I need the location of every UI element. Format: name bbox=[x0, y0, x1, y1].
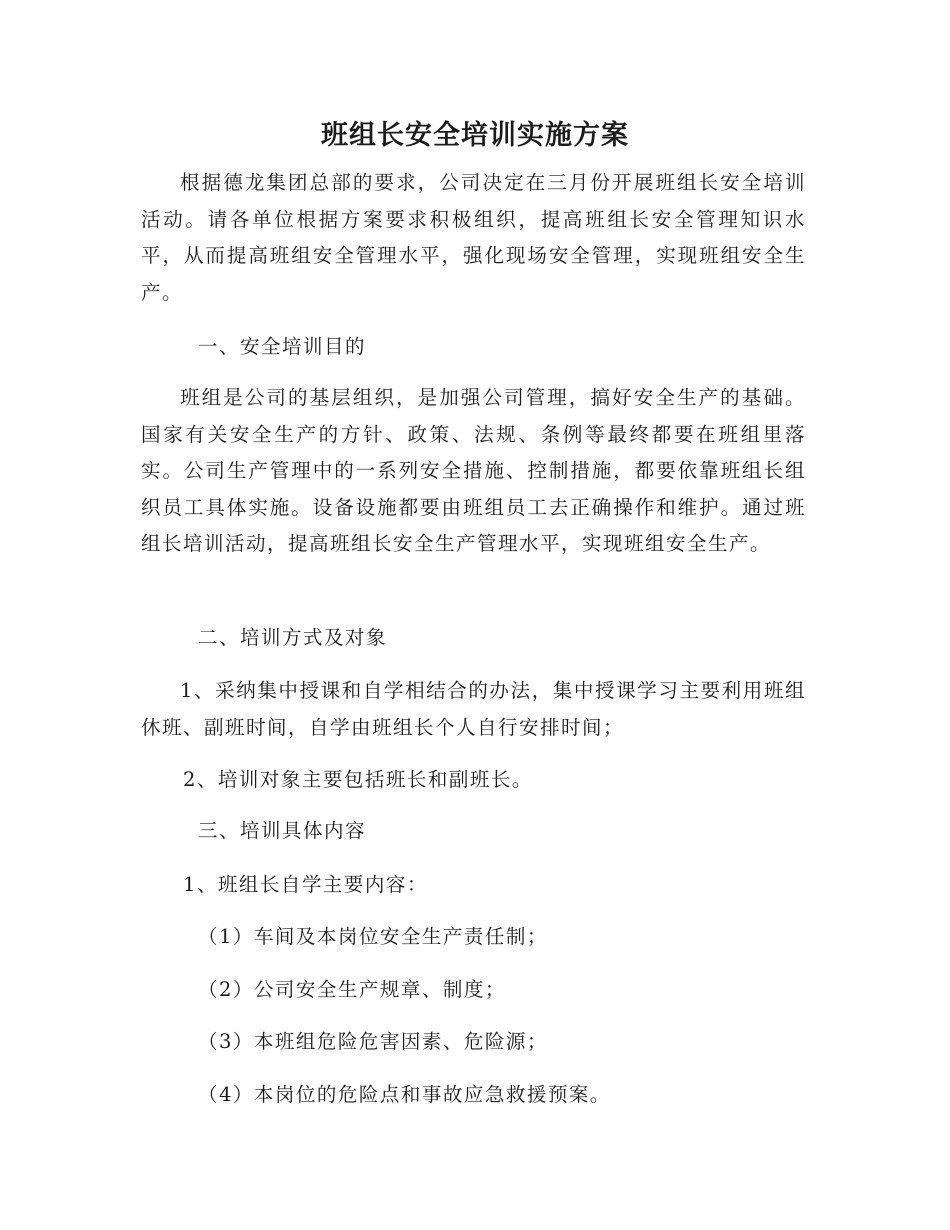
list-item: （3）本班组危险危害因素、危险源； bbox=[198, 1030, 548, 1053]
section-3-item-1: 1、班组长自学主要内容： bbox=[183, 873, 428, 896]
document-title: 班组长安全培训实施方案 bbox=[321, 120, 629, 151]
section-3-heading: 三、培训具体内容 bbox=[198, 819, 367, 842]
section-1-body: 班组是公司的基层组织，是加强公司管理，搞好安全生产的基础。国家有关安全生产的方针、政策、法规、条例等最终都要在班组里落实。公司生产管理中的一系列安全措施、控制措施，都要依靠班组长组织员工具体实施。设备设施都要由班组员工去正确操作和维护。通过班组长培训活动，提高班组长安全生产管理水平，实现班组安全生产。 bbox=[141, 386, 806, 555]
section-2-item-2: 2、培训对象主要包括班长和副班长。 bbox=[183, 768, 533, 791]
section-2-heading: 二、培训方式及对象 bbox=[198, 626, 388, 649]
section-1-heading: 一、安全培训目的 bbox=[198, 335, 367, 358]
intro-paragraph: 根据德龙集团总部的要求，公司决定在三月份开展班组长安全培训活动。请各单位根据方案要求积极组织，提高班组长安全管理知识水平，从而提高班组安全管理水平，强化现场安全管理，实现班组安全生产。 bbox=[141, 171, 806, 304]
list-item: （2）公司安全生产规章、制度； bbox=[198, 978, 506, 1001]
list-item: （4）本岗位的危险点和事故应急救援预案。 bbox=[198, 1083, 611, 1106]
section-2-item-1: 1、采纳集中授课和自学相结合的办法，集中授课学习主要利用班组休班、副班时间，自学由班组长个人自行安排时间； bbox=[141, 679, 806, 739]
list-item: （1）车间及本岗位安全生产责任制； bbox=[198, 925, 548, 948]
